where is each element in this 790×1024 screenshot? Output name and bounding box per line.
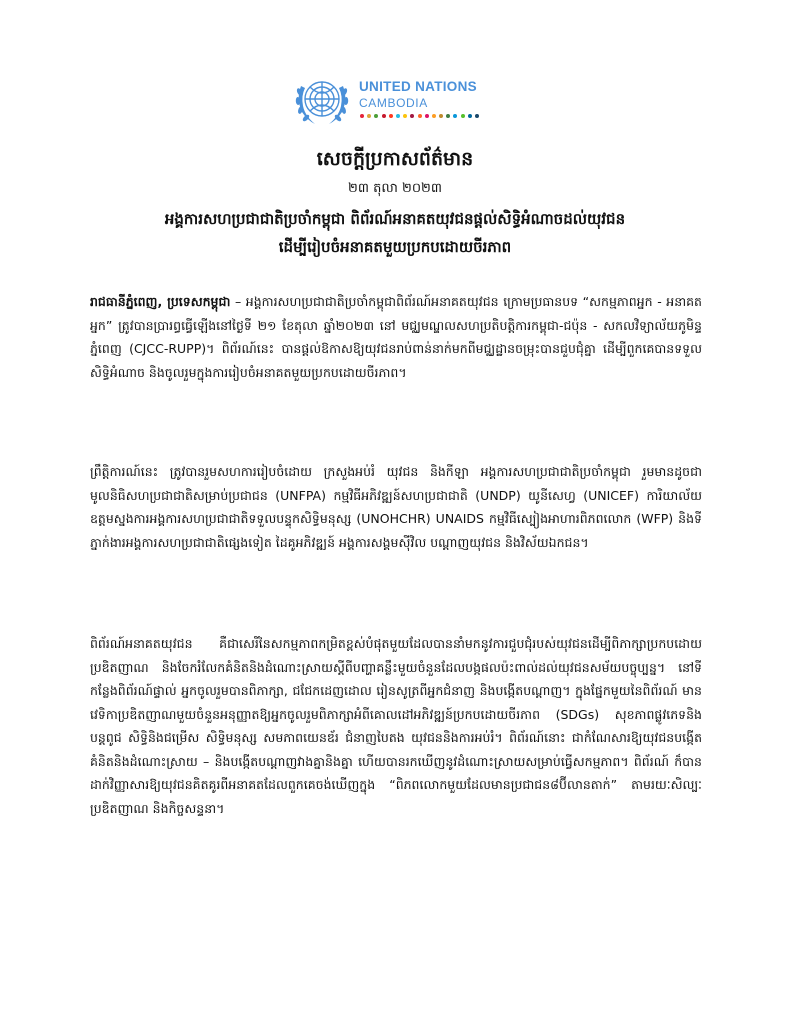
sdg-dot bbox=[410, 114, 414, 118]
headline-line-1: អង្គការសហប្រជាជាតិប្រចាំកម្ពុជា ពិព័រណ៍អនាគតយុវជនផ្តល់សិទ្ធិអំណាចដល់យុវជន bbox=[164, 210, 626, 228]
un-logo bbox=[293, 72, 503, 132]
sdg-dot bbox=[360, 114, 364, 118]
org-country: CAMBODIA bbox=[359, 96, 428, 110]
sdg-dot bbox=[374, 114, 378, 118]
sdg-dot bbox=[396, 114, 400, 118]
sdg-dot bbox=[382, 114, 386, 118]
sdg-dot bbox=[403, 114, 407, 118]
sdg-dot bbox=[425, 114, 429, 118]
sdg-dot bbox=[475, 114, 479, 118]
paragraph-3: ពិព័រណ៍អនាគតយុវជន គឺជាសេរីនៃសកម្មភាពកម្រិតខ្ពស់បំផុតមួយដែលបាននាំមកនូវការជួបជុំរបស់យុវជនដើម្បីពិភាក្សាប្រកបដោយប្រឌិតញាណ និងចែករំលែកគំនិតនិងដំណោះស្រាយស្តីពីបញ្ហាគន្លឹះមួយចំនួនដែលបង្កផលប៉ះពាល់ដល់យុវជនសម័យបច្ចុប្បន្ន។ នៅទីកន្លែងពិព័រណ៍ផ្ទាល់ អ្នកចូលរួមបានពិភាក្សា, ជជែកដេញដោល រៀនសូត្រពីអ្នកជំនាញ និងបង្កើតបណ្តាញ។ ក្នុងផ្នែកមួយនៃពិព័រណ៍ មានវេទិកាប្រឌិតញាណមួយចំនួនអនុញ្ញាតឱ្យអ្នកចូលរួមពិភាក្សាអំពីគោលដៅអភិវឌ្ឍន៍ប្រកបដោយចីរភាព (SDGs) សុខភាពផ្លូវភេទនិងបន្តពូជ សិទ្ធិនិងជម្រើស សិទ្ធិមនុស្ស សមភាពយេនឌ័រ ជំនាញបៃតង យុវជននិងការអប់រំ។ ពិព័រណ៍នោះ ជាកំណែសារឱ្យយុវជនបង្កើតគំនិតនិងដំណោះស្រាយ – និងបង្កើតបណ្តាញវាងគ្នានិងគ្នា ហើយបានរកឃើញនូវដំណោះស្រាយសម្រាប់ធ្វើសកម្មភាព។ ពិព័រណ៍ ក៏បានដាក់វិញ្ញាសារឱ្យយុវជនគិតគូរពីអនាគតដែលពួកគេចង់ឃើញក្នុង “ពិភពលោកមួយដែលមានប្រជាជន៨ប៊ីលានតាក់” តាមរយៈសិល្បៈប្រឌិតញាណ និងកិច្ចសន្ទនា។ bbox=[90, 636, 702, 816]
sdg-color-dots bbox=[360, 114, 479, 118]
page-title: សេចក្តីប្រកាសព័ត៌មាន bbox=[316, 148, 474, 170]
sdg-dot bbox=[453, 114, 457, 118]
headline-line-2: ដើម្បីរៀបចំអនាគតមួយប្រកបដោយចីរភាព bbox=[278, 238, 512, 256]
sdg-dot bbox=[439, 114, 443, 118]
paragraph-1-text: – អង្គការសហប្រជាជាតិប្រចាំកម្ពុជាពិព័រណ៍អនាគតយុវជន ក្រោមប្រធានបទ “សកម្មភាពអ្នក - អនាគតអ្នក” ត្រូវបានប្រារព្ធធ្វើឡើងនៅថ្ងៃទី ២១ ខែតុលា ឆ្នាំ២០២៣ នៅ មជ្ឈមណ្ឌលសហប្រតិបត្តិការកម្ពុជា-ជប៉ុន - សកលវិទ្យាល័យភូមិន្ទភ្នំពេញ (CJCC-RUPP)។ ពិព័រណ៍នេះ បានផ្តល់ឱកាសឱ្យយុវជនរាប់ពាន់នាក់មកពីមជ្ឈដ្ឋានចម្រុះបានជួបជុំគ្នា ដើម្បីពួកគេបានទទួលសិទ្ធិអំណាច និងចូលរួមក្នុងការរៀបចំអនាគតមួយប្រកបដោយចីរភាព។ bbox=[90, 294, 702, 380]
paragraph-1 bbox=[90, 290, 702, 384]
sdg-dot bbox=[389, 114, 393, 118]
sdg-dot bbox=[432, 114, 436, 118]
un-emblem-icon bbox=[293, 72, 351, 130]
sdg-dot bbox=[468, 114, 472, 118]
paragraph-2: ព្រឹត្តិការណ៍នេះ ត្រូវបានរួមសហការរៀបចំដោយ ក្រសួងអប់រំ យុវជន និងកីឡា អង្គការសហប្រជាជាតិប្រចាំកម្ពុជា រួមមានដូចជា មូលនិធិសហប្រជាជាតិសម្រាប់ប្រជាជន (UNFPA) កម្មវិធីអភិវឌ្ឍន៍សហប្រជាជាតិ (UNDP) យូនីសេហ្វ (UNICEF) ការិយាល័យឧត្តមស្នងការអង្គការសហប្រជាជាតិទទួលបន្ទុកសិទ្ធិមនុស្ស (UNOHCHR) UNAIDS កម្មវិធីស្បៀងអាហារពិភពលោក (WFP) និងទីភ្នាក់ងារអង្គការសហប្រជាជាតិផ្សេងទៀត ដៃគូអភិវឌ្ឍន៍ អង្គការសង្គមស៊ីវិល បណ្តាញយុវជន និងវិស័យឯកជន។ bbox=[90, 464, 702, 550]
release-date: ២៣ តុលា ២០២៣ bbox=[348, 181, 442, 196]
org-name: UNITED NATIONS bbox=[359, 79, 477, 94]
dateline: រាជធានីភ្នំពេញ, ប្រទេសកម្ពុជា bbox=[90, 294, 231, 309]
sdg-dot bbox=[446, 114, 450, 118]
sdg-dot bbox=[418, 114, 422, 118]
sdg-dot bbox=[367, 114, 371, 118]
sdg-dot bbox=[461, 114, 465, 118]
headline bbox=[60, 205, 730, 261]
